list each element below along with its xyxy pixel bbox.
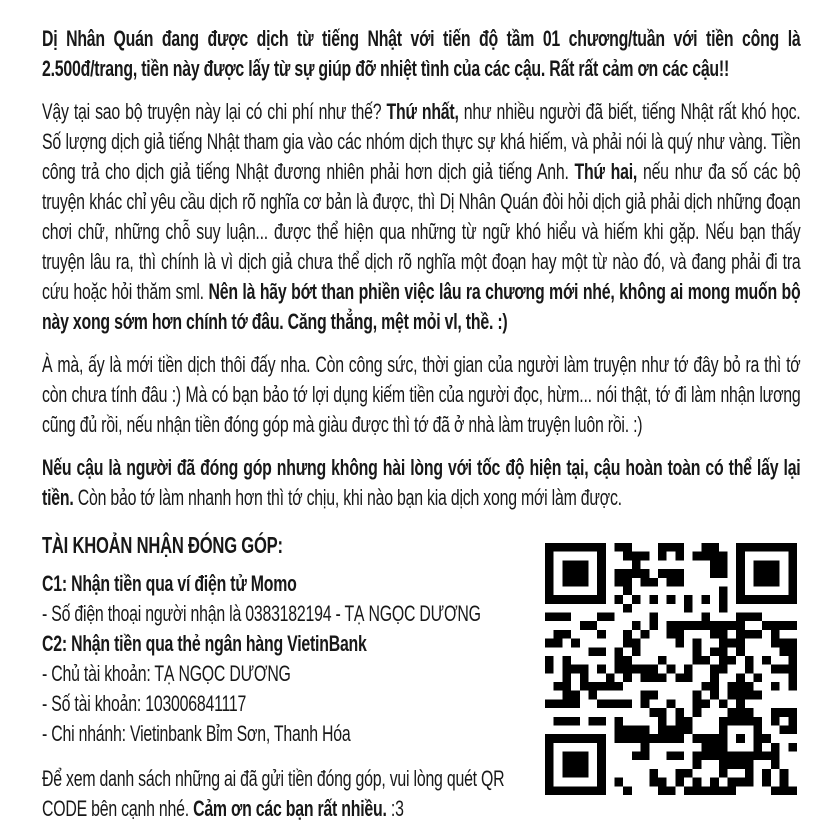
donation-line: - Chủ tài khoản: TẠ NGỌC DƯƠNG xyxy=(42,661,291,686)
text-run: :3 xyxy=(386,796,404,821)
donation-heading: TÀI KHOẢN NHẬN ĐÓNG GÓP: xyxy=(42,532,283,558)
text-run: À mà, ấy là mới tiền dịch thôi đấy nha. Còn công sức, thời gian của người làm truyện như tớ đây bỏ ra thì tớ còn chưa tính đâu :) Mà có bạn bảo tớ lợi dụng kiếm tiền của người đọc, hừm... nói thật, tớ đi làm nhận lương cũng đủ rồi, nếu nhận tiền đóng góp mà giàu được thì tớ đã ở nhà làm truyện luôn rồi. :) xyxy=(42,352,801,437)
qr-code xyxy=(545,543,797,795)
bold-run: Cảm ơn các bạn rất nhiều. xyxy=(193,796,387,821)
bold-run: Nên là hãy bớt than phiền việc lâu ra chương mới nhé, không ai mong muốn bộ này xong sớm hơn chính tớ đâu. Căng thẳng, mệt mỏi vl, thề. :) xyxy=(42,279,801,334)
bold-run: Nếu cậu là người đã đóng góp nhưng không hài lòng với tốc độ hiện tại, cậu hoàn toàn có thể lấy lại tiền. xyxy=(42,455,801,510)
bold-run: Dị Nhân Quán đang được dịch từ tiếng Nhật với tiến độ tầm 01 chương/tuần với tiền công là 2.500đ/trang, tiền này được lấy từ sự giúp đỡ nhiệt tình của các cậu. Rất rất cảm ơn các cậu!! xyxy=(42,26,801,81)
donation-line: C1: Nhận tiền qua ví điện tử Momo xyxy=(42,571,297,596)
bold-run: Thứ nhất, xyxy=(386,99,459,124)
text-run: như nhiều người đã biết, tiếng Nhật rất khó học. Số lượng dịch giả tiếng Nhật tham gia vào các nhóm dịch thực sự khá hiếm, và phải nói là quý như vàng. Tiền công trả cho dịch giả tiếng Nhật đương nhiên phải hơn dịch giả tiếng Anh. xyxy=(42,99,801,184)
donation-line: C2: Nhận tiền qua thẻ ngân hàng VietinBank xyxy=(42,631,367,656)
text-run: nếu như đa số các bộ truyện khác chỉ yêu cầu dịch rõ nghĩa cơ bản là được, thì Dị Nhân Quán đòi hỏi dịch giả phải dịch những đoạn chơi chữ, những chỗ suy luận... được thể hiện qua những từ ngữ khó hiểu và hiếm khi gặp. Nếu bạn thấy truyện lâu ra, thì chính là vì dịch giả chưa thể dịch rõ nghĩa một đoạn hay một từ nào đó, và đang phải đi tra cứu hoặc hỏi thăm sml. xyxy=(42,159,801,304)
donation-line: - Số điện thoại người nhận là 0383182194 - TẠ NGỌC DƯƠNG xyxy=(42,601,481,626)
bold-run: Thứ hai, xyxy=(574,159,638,184)
paragraph-intro xyxy=(42,24,800,84)
paragraph-effort xyxy=(42,350,800,440)
donation-line: - Chi nhánh: Vietinbank Bỉm Sơn, Thanh Hóa xyxy=(42,721,351,746)
text-run: Để xem danh sách những ai đã gửi tiền đóng góp, vui lòng quét QR CODE bên cạnh nhé. xyxy=(42,766,505,821)
paragraph-refund xyxy=(42,453,800,513)
paragraph-reasons xyxy=(42,97,800,337)
text-run: Vậy tại sao bộ truyện này lại có chi phí như thế? xyxy=(42,99,387,124)
paragraph-qr-note xyxy=(42,764,512,824)
text-run: Còn bảo tớ làm nhanh hơn thì tớ chịu, khi nào bạn kia dịch xong mới làm được. xyxy=(73,485,622,510)
donation-line: - Số tài khoản: 103006841117 xyxy=(42,691,247,716)
